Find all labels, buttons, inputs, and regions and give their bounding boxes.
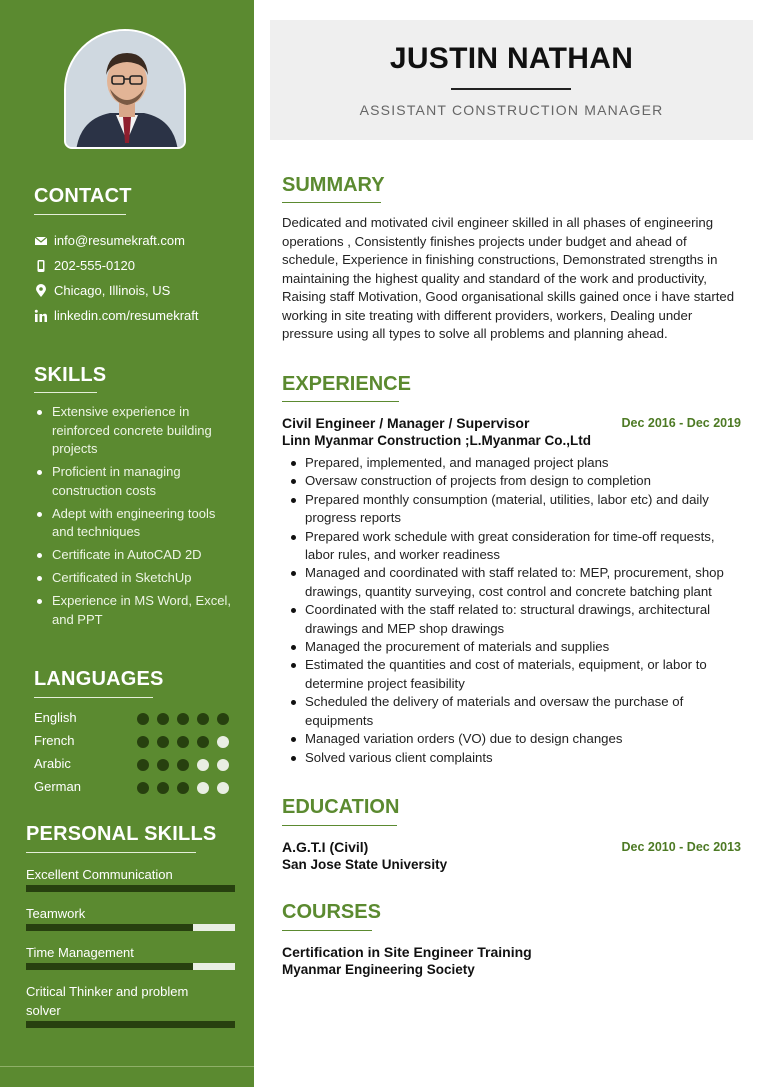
person-portrait-icon	[66, 31, 186, 149]
rating-dot-filled	[197, 736, 209, 748]
rating-dot-filled	[197, 713, 209, 725]
experience-dates: Dec 2016 - Dec 2019	[621, 416, 741, 430]
phone-icon	[34, 259, 48, 273]
skill-item: Certificate in AutoCAD 2D	[34, 546, 234, 565]
location-text: Chicago, Illinois, US	[54, 283, 171, 298]
languages-heading: LANGUAGES	[34, 668, 164, 690]
responsibility-item: Managed variation orders (VO) due to design changes	[305, 730, 745, 748]
skills-heading: SKILLS	[34, 364, 107, 386]
experience-divider	[282, 401, 399, 402]
course-title: Certification in Site Engineer Training	[282, 944, 532, 960]
personal-skill-bar-fill	[26, 924, 193, 931]
personal-skill-label: Time Management	[26, 945, 134, 960]
courses-divider	[282, 930, 372, 931]
education-school: San Jose State University	[282, 857, 448, 872]
contact-phone[interactable]	[34, 258, 135, 273]
skills-divider	[34, 392, 97, 393]
skill-item: Adept with engineering tools and techniques	[34, 505, 234, 542]
language-name: English	[34, 710, 77, 725]
language-name: Arabic	[34, 756, 71, 771]
language-level-rating	[137, 713, 229, 725]
profile-photo	[64, 29, 186, 149]
rating-dot-filled	[157, 736, 169, 748]
personal-skill-bar	[26, 885, 235, 892]
rating-dot-filled	[137, 736, 149, 748]
skills-list	[34, 403, 234, 634]
rating-dot-empty	[197, 759, 209, 771]
responsibility-item: Coordinated with the staff related to: structural drawings, architectural drawings and MEP shop drawings	[305, 601, 745, 638]
personal-skill-label: Teamwork	[26, 906, 86, 921]
education-dates: Dec 2010 - Dec 2013	[621, 840, 741, 854]
personal-skill-label: Excellent Communication	[26, 867, 173, 882]
contact-linkedin[interactable]	[34, 308, 199, 323]
skill-item: Extensive experience in reinforced concrete building projects	[34, 403, 234, 459]
education-heading: EDUCATION	[282, 796, 400, 818]
rating-dot-filled	[137, 782, 149, 794]
responsibility-item: Oversaw construction of projects from design to completion	[305, 472, 745, 490]
rating-dot-filled	[157, 782, 169, 794]
responsibility-item: Managed the procurement of materials and supplies	[305, 638, 745, 656]
name-underline	[451, 88, 571, 90]
sidebar-bottom-divider	[0, 1066, 254, 1067]
language-name: French	[34, 733, 75, 748]
contact-heading: CONTACT	[34, 185, 132, 207]
skill-item: Experience in MS Word, Excel, and PPT	[34, 592, 234, 629]
skill-item: Proficient in managing construction costs	[34, 463, 234, 500]
personal-skill-bar	[26, 924, 235, 931]
responsibility-item: Prepared work schedule with great consideration for time-off requests, labor rules, and worker readiness	[305, 528, 745, 565]
rating-dot-filled	[217, 713, 229, 725]
email-text: info@resumekraft.com	[54, 233, 185, 248]
responsibility-item: Estimated the quantities and cost of materials, equipment, or labor to determine project feasibility	[305, 656, 745, 693]
candidate-title: ASSISTANT CONSTRUCTION MANAGER	[359, 102, 664, 118]
rating-dot-filled	[157, 759, 169, 771]
language-level-rating	[137, 782, 229, 794]
personal-skill-label: Critical Thinker and problem solver	[26, 984, 189, 1018]
course-org: Myanmar Engineering Society	[282, 962, 475, 977]
language-row	[34, 733, 234, 751]
language-row	[34, 710, 234, 728]
linkedin-text: linkedin.com/resumekraft	[54, 308, 199, 323]
experience-role: Civil Engineer / Manager / Supervisor	[282, 415, 530, 431]
personal-skill-bar-fill	[26, 1021, 235, 1028]
language-name: German	[34, 779, 81, 794]
rating-dot-filled	[177, 736, 189, 748]
experience-company: Linn Myanmar Construction ;L.Myanmar Co.,Ltd	[282, 433, 592, 448]
contact-divider	[34, 214, 126, 215]
courses-heading: COURSES	[282, 901, 381, 923]
summary-text: Dedicated and motivated civil engineer skilled in all phases of engineering operations , Consistently finishes projects under budget and ahead of schedule, Experience in finishing constructions, Demonstrated strengths in maintaining the highest quality and standard of the work and productivity, Raising staff Motivation, Good organisational skills gained once i have started working in site treating with different providers, workers, Dealing under pressure using all types to solve all problems and planning ahead.	[282, 215, 735, 341]
languages-divider	[34, 697, 153, 698]
rating-dot-empty	[217, 782, 229, 794]
rating-dot-filled	[177, 759, 189, 771]
rating-dot-empty	[217, 759, 229, 771]
rating-dot-empty	[217, 736, 229, 748]
personal-skill-bar	[26, 1021, 235, 1028]
rating-dot-filled	[177, 782, 189, 794]
linkedin-icon	[34, 309, 48, 323]
language-level-rating	[137, 759, 229, 771]
language-row	[34, 779, 234, 797]
rating-dot-filled	[137, 759, 149, 771]
education-degree: A.G.T.I (Civil)	[282, 839, 369, 855]
experience-heading: EXPERIENCE	[282, 373, 411, 395]
summary-heading: SUMMARY	[282, 174, 385, 196]
skill-item: Certificated in SketchUp	[34, 569, 234, 588]
responsibility-item: Prepared, implemented, and managed project plans	[305, 454, 745, 472]
responsibility-item: Solved various client complaints	[305, 749, 745, 767]
personal-skill-bar-fill	[26, 885, 235, 892]
personal-skill-bar	[26, 963, 235, 970]
education-divider	[282, 825, 397, 826]
rating-dot-empty	[197, 782, 209, 794]
email-icon	[34, 234, 48, 248]
language-level-rating	[137, 736, 229, 748]
rating-dot-filled	[157, 713, 169, 725]
personal-skill-bar-fill	[26, 963, 193, 970]
responsibility-item: Scheduled the delivery of materials and oversaw the purchase of equipments	[305, 693, 745, 730]
personal-skills-heading: PERSONAL SKILLS	[26, 823, 217, 845]
experience-responsibilities	[305, 454, 745, 767]
summary-divider	[282, 202, 381, 203]
contact-location	[34, 283, 170, 298]
personal-skills-divider	[26, 852, 196, 853]
rating-dot-filled	[177, 713, 189, 725]
contact-email[interactable]	[34, 233, 185, 248]
candidate-name: JUSTIN NATHAN	[389, 42, 634, 75]
sidebar	[0, 0, 254, 1087]
responsibility-item: Managed and coordinated with staff related to: MEP, procurement, shop drawings, quantity surveying, cost control and concrete batching plant	[305, 564, 745, 601]
map-pin-icon	[34, 284, 48, 298]
language-row	[34, 756, 234, 774]
rating-dot-filled	[137, 713, 149, 725]
resume-header	[270, 20, 753, 140]
phone-text: 202-555-0120	[54, 258, 135, 273]
responsibility-item: Prepared monthly consumption (material, utilities, labor etc) and daily progress reports	[305, 491, 745, 528]
